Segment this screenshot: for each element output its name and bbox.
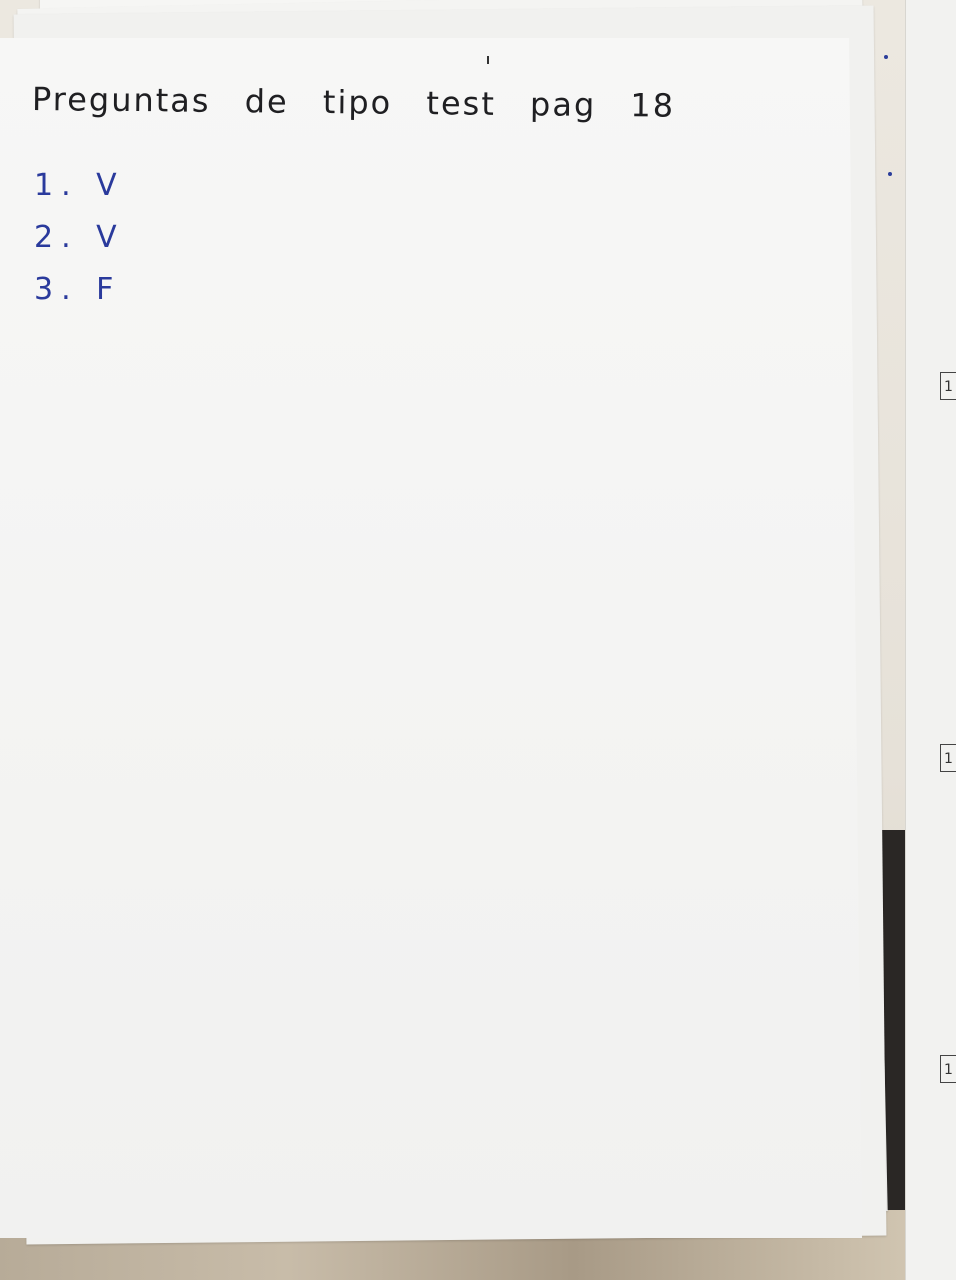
ink-dot (884, 55, 888, 59)
pencil-mark (487, 56, 489, 64)
adjacent-page (905, 0, 956, 1280)
adjacent-page-tab: 1 (940, 1055, 956, 1083)
answer-item: 1. V (34, 168, 125, 203)
ink-dot (888, 172, 892, 176)
answer-sheet (0, 38, 862, 1238)
answer-list (34, 160, 125, 316)
answer-item: 2. V (34, 220, 125, 255)
page-title: Preguntas de tipo test pag 18 (31, 80, 676, 125)
adjacent-page-tab: 1 (940, 372, 956, 400)
answer-item: 3. F (34, 272, 122, 307)
adjacent-page-tab: 1 (940, 744, 956, 772)
